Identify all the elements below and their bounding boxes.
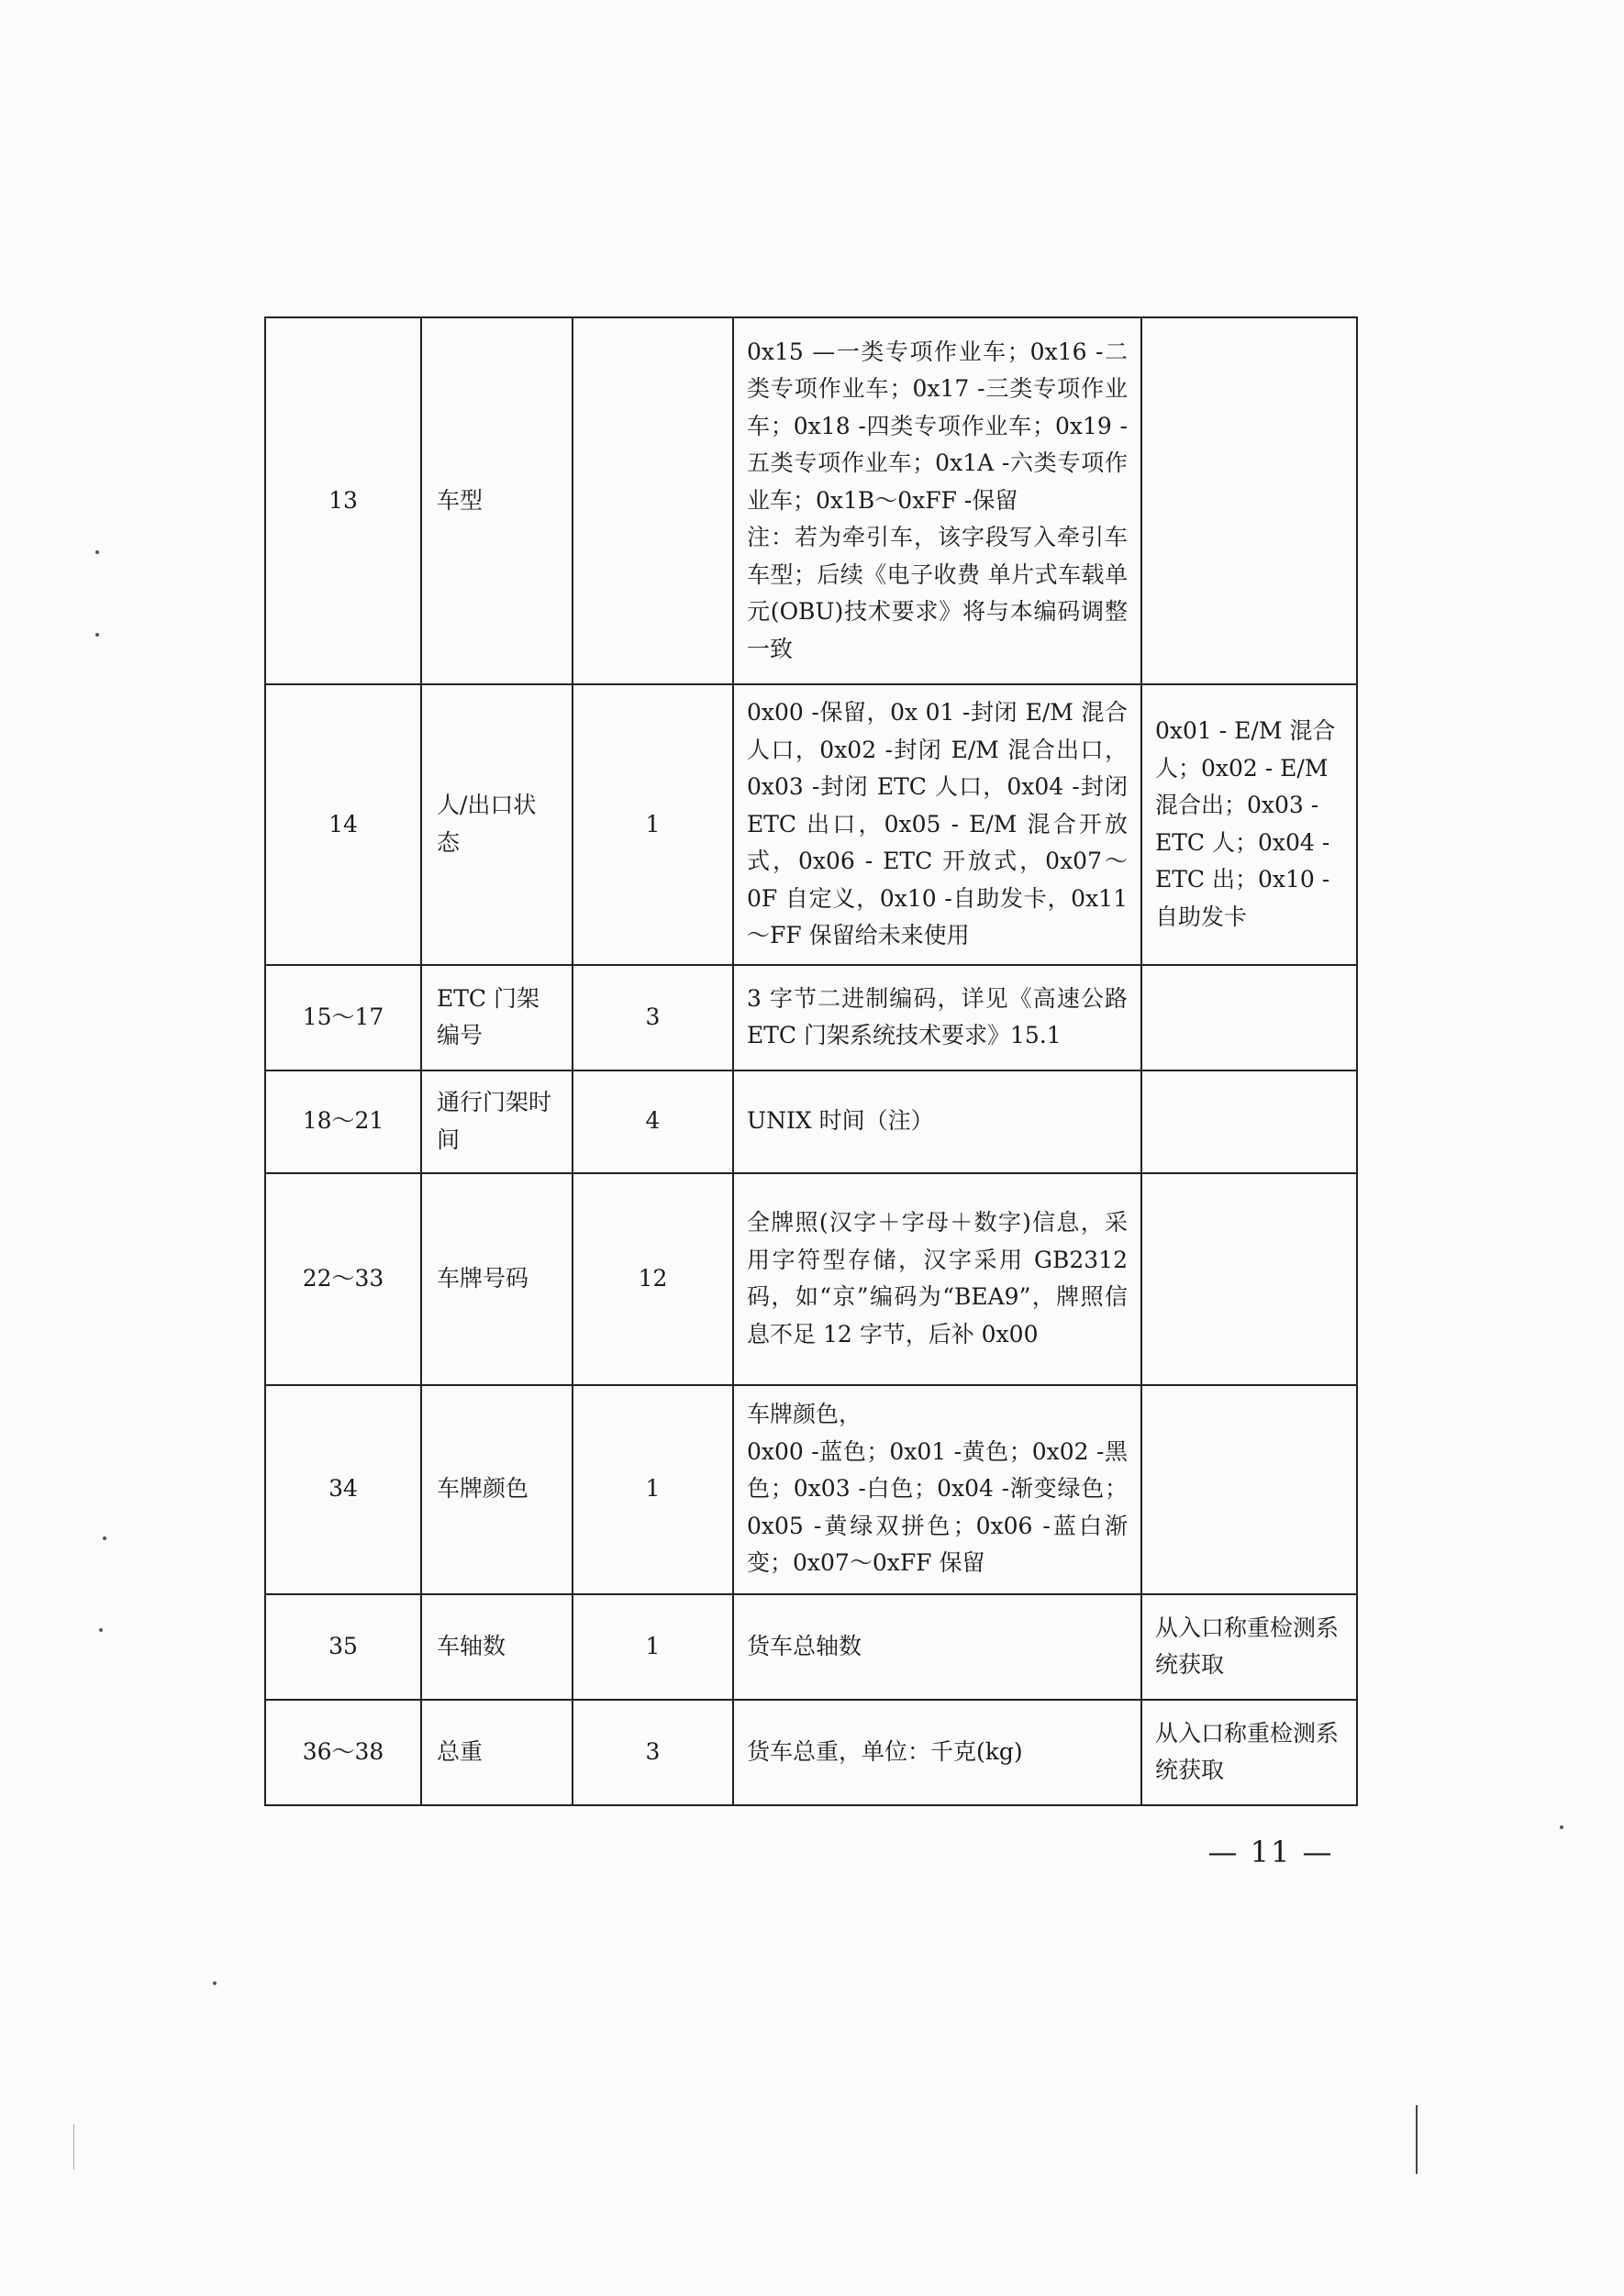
table-row <box>265 1173 1357 1385</box>
byte-range-cell: 14 <box>265 684 421 965</box>
description-line: 注：若为牵引车，该字段写入牵引车车型；后续《电子收费 单片式车载单元(OBU)技术要求》将与本编码调整一致 <box>747 524 1128 662</box>
description-line: 0x15 —一类专项作业车；0x16 -二类专项作业车；0x17 -三类专项作业车；0x18 -四类专项作业车；0x19 -五类专项作业车；0x1A -六类专项作业车；0x1B～0xFF -保留 <box>747 338 1128 514</box>
description-line: 3 字节二进制编码，详见《高速公路 ETC 门架系统技术要求》15.1 <box>747 984 1128 1048</box>
description-cell <box>733 965 1141 1070</box>
description-cell <box>733 1173 1141 1385</box>
field-name-cell: 车牌颜色 <box>421 1385 573 1594</box>
field-name-cell: 车型 <box>421 317 573 684</box>
description-line: 货车总重，单位：千克(kg) <box>747 1737 1023 1765</box>
scan-speck <box>103 1536 106 1540</box>
table-row <box>265 1070 1357 1173</box>
byte-range-cell: 13 <box>265 317 421 684</box>
note-cell <box>1141 317 1357 684</box>
note-cell <box>1141 1385 1357 1594</box>
table-row <box>265 1594 1357 1700</box>
scan-speck <box>213 1981 217 1985</box>
field-name-cell: ETC 门架编号 <box>421 965 573 1070</box>
field-name-cell: 通行门架时间 <box>421 1070 573 1173</box>
table-row <box>265 684 1357 965</box>
field-spec-table <box>264 316 1358 1806</box>
field-name-cell: 总重 <box>421 1700 573 1805</box>
description-cell <box>733 684 1141 965</box>
note-cell: 从入口称重检测系统获取 <box>1141 1594 1357 1700</box>
byte-range-cell: 34 <box>265 1385 421 1594</box>
length-cell: 1 <box>573 1594 733 1700</box>
table-row <box>265 965 1357 1070</box>
scan-speck <box>95 633 99 637</box>
description-line: 0x00 -保留，0x 01 -封闭 E/M 混合人口，0x02 -封闭 E/M 混合出口，0x03 -封闭 ETC 人口，0x04 -封闭 ETC 出口，0x05 - E/M 混合开放式，0x06 - ETC 开放式，0x07～0F 自定义，0x10 -自助发卡，0x11～FF 保留给未来使用 <box>747 699 1128 948</box>
byte-range-cell: 15～17 <box>265 965 421 1070</box>
scan-speck <box>99 1628 103 1632</box>
note-cell: 0x01 - E/M 混合人；0x02 - E/M 混合出；0x03 - ETC 人；0x04 - ETC 出；0x10 -自助发卡 <box>1141 684 1357 965</box>
description-line: UNIX 时间（注） <box>747 1107 934 1135</box>
description-cell <box>733 1385 1141 1594</box>
byte-range-cell: 35 <box>265 1594 421 1700</box>
description-cell <box>733 1700 1141 1805</box>
note-cell <box>1141 1070 1357 1173</box>
scan-speck <box>1560 1825 1563 1829</box>
length-cell: 3 <box>573 965 733 1070</box>
length-cell <box>573 317 733 684</box>
description-cell <box>733 1594 1141 1700</box>
byte-range-cell: 22～33 <box>265 1173 421 1385</box>
byte-range-cell: 36～38 <box>265 1700 421 1805</box>
scan-speck <box>95 550 99 554</box>
scan-edge-line <box>73 2124 74 2169</box>
table-row <box>265 1700 1357 1805</box>
description-line: 车牌颜色， <box>747 1401 862 1428</box>
scan-edge-line <box>1416 2105 1418 2174</box>
length-cell: 1 <box>573 1385 733 1594</box>
note-cell <box>1141 1173 1357 1385</box>
byte-range-cell: 18～21 <box>265 1070 421 1173</box>
table-row <box>265 1385 1357 1594</box>
table-row <box>265 317 1357 684</box>
description-line: 全牌照(汉字＋字母＋数字)信息，采用字符型存储，汉字采用 GB2312 码，如“京”编码为“BEA9”，牌照信息不足 12 字节，后补 0x00 <box>747 1209 1128 1348</box>
field-name-cell: 人/出口状态 <box>421 684 573 965</box>
description-line: 0x00 -蓝色；0x01 -黄色；0x02 -黑色；0x03 -白色；0x04 -渐变绿色；0x05 -黄绿双拼色；0x06 -蓝白渐变；0x07～0xFF 保留 <box>747 1437 1128 1577</box>
length-cell: 4 <box>573 1070 733 1173</box>
description-cell <box>733 1070 1141 1173</box>
description-line: 货车总轴数 <box>747 1632 862 1659</box>
field-name-cell: 车牌号码 <box>421 1173 573 1385</box>
note-cell: 从入口称重检测系统获取 <box>1141 1700 1357 1805</box>
note-cell <box>1141 965 1357 1070</box>
length-cell: 12 <box>573 1173 733 1385</box>
length-cell: 3 <box>573 1700 733 1805</box>
description-cell <box>733 317 1141 684</box>
length-cell: 1 <box>573 684 733 965</box>
page-number: — 11 — <box>1207 1835 1334 1869</box>
field-name-cell: 车轴数 <box>421 1594 573 1700</box>
